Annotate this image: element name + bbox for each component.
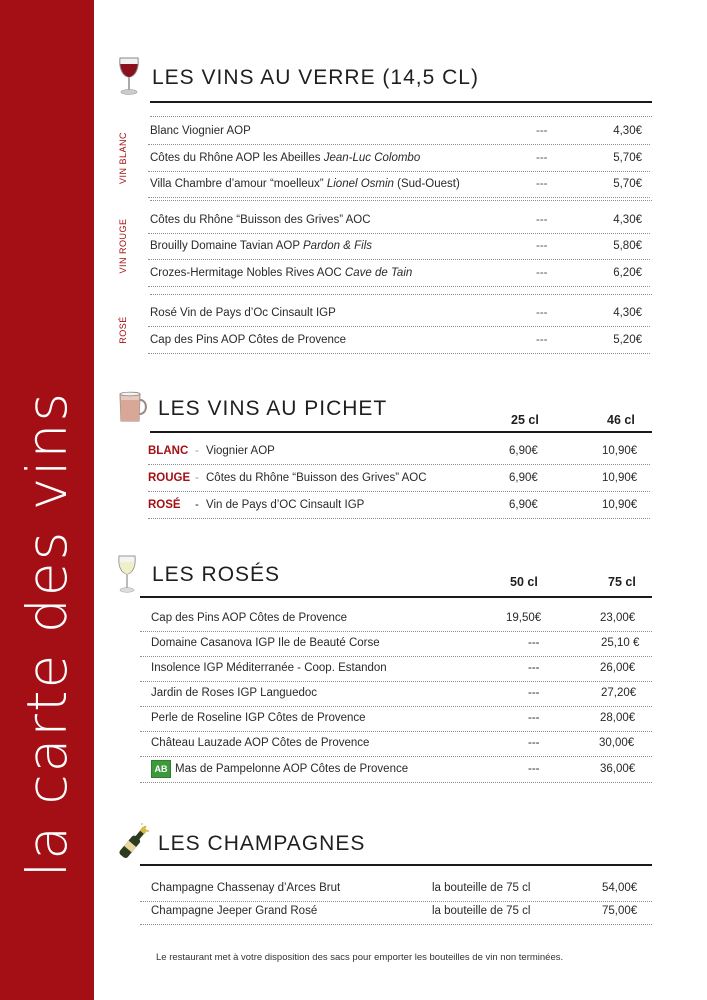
region: (Sud-Ouest): [393, 178, 460, 190]
price-46cl: 10,90€: [602, 499, 638, 511]
organic-badge-icon: AB: [151, 760, 171, 778]
wine-name-text: Villa Chambre d’amour “moelleux”: [150, 178, 327, 190]
wine-name: [151, 760, 408, 778]
price-75cl: 25,10 €: [601, 637, 640, 649]
price-50cl: ---: [528, 662, 540, 674]
group-label-vin-blanc: VIN BLANC: [118, 131, 128, 185]
wine-name: Rosé Vin de Pays d’Oc Cinsault IGP: [150, 307, 336, 319]
price-25cl: 6,90€: [509, 499, 538, 511]
price-75cl: 26,00€: [600, 662, 636, 674]
price: 4,30€: [613, 125, 642, 137]
sidebar-band: [0, 0, 94, 1000]
column-header-46cl: 46 cl: [607, 413, 635, 427]
price: 5,80€: [613, 240, 642, 252]
price-50cl: ---: [528, 637, 540, 649]
divider: [150, 101, 652, 103]
wine-row: [140, 705, 652, 732]
price: 54,00€: [602, 882, 638, 894]
wine-name: [150, 267, 412, 279]
wine-row: [140, 655, 652, 682]
wine-name: [150, 178, 460, 190]
roses-section-title: LES ROSÉS: [152, 563, 281, 586]
price: 4,30€: [613, 214, 642, 226]
champagne-bottle-icon: [115, 822, 151, 864]
menu-title: la carte des vins: [15, 390, 79, 878]
price: 5,70€: [613, 152, 642, 164]
wine-name: Blanc Viognier AOP: [150, 125, 251, 137]
wine-row: [140, 605, 652, 632]
price-50cl: ---: [528, 737, 540, 749]
wine-name-text: Crozes-Hermitage Nobles Rives AOC: [150, 267, 345, 279]
color-label: ROUGE: [148, 472, 191, 484]
dash: ---: [536, 214, 548, 226]
price-46cl: 10,90€: [602, 472, 638, 484]
price: 5,20€: [613, 334, 642, 346]
price-25cl: 6,90€: [509, 472, 538, 484]
wine-name: [150, 152, 420, 164]
wine-name: Vin de Pays d’OC Cinsault IGP: [206, 499, 365, 511]
wine-name: Côtes du Rhône “Buisson des Grives” AOC: [150, 214, 371, 226]
wine-name: Perle de Roseline IGP Côtes de Provence: [151, 712, 366, 724]
wine-name-text: Côtes du Rhône AOP les Abeilles: [150, 152, 324, 164]
divider: [140, 596, 652, 598]
red-wine-glass-icon: [117, 56, 141, 96]
price: 75,00€: [602, 905, 638, 917]
producer: Cave de Tain: [344, 267, 413, 279]
dash: ---: [536, 240, 548, 252]
wine-name: Cap des Pins AOP Côtes de Provence: [150, 334, 347, 346]
wine-name-text: Mas de Pampelonne AOP Côtes de Provence: [175, 763, 409, 776]
price-75cl: 28,00€: [600, 712, 636, 724]
bottle-size: la bouteille de 75 cl: [432, 905, 531, 917]
wine-name: Domaine Casanova IGP Ile de Beauté Corse: [151, 637, 380, 649]
price-75cl: 30,00€: [599, 737, 635, 749]
footer-note: Le restaurant met à votre disposition des sacs pour emporter les bouteilles de vin non terminées.: [156, 952, 564, 963]
producer: Lionel Osmin: [326, 178, 394, 190]
wine-row: [148, 260, 650, 287]
price-25cl: 6,90€: [509, 445, 538, 457]
dash: ---: [536, 267, 548, 279]
pichet-section-title: LES VINS AU PICHET: [158, 397, 388, 420]
wine-row: [148, 465, 650, 492]
price-50cl: 19,50€: [506, 612, 542, 624]
wine-row: [148, 492, 650, 519]
price-50cl: ---: [528, 712, 540, 724]
column-header-25cl: 25 cl: [511, 413, 539, 427]
wine-name: Côtes du Rhône “Buisson des Grives” AOC: [206, 472, 427, 484]
price-50cl: ---: [528, 763, 540, 775]
wine-name: Viognier AOP: [206, 445, 275, 457]
dash: ---: [536, 307, 548, 319]
column-header-50cl: 50 cl: [510, 575, 538, 589]
column-header-75cl: 75 cl: [608, 575, 636, 589]
wine-row: [148, 207, 650, 234]
wine-row: [140, 730, 652, 757]
divider: [150, 116, 652, 117]
wine-row: [140, 630, 652, 657]
wine-name: Champagne Chassenay d’Arces Brut: [151, 882, 341, 894]
price-75cl: 36,00€: [600, 763, 636, 775]
wine-row: [148, 300, 650, 327]
wine-name: [150, 240, 372, 252]
rose-wine-glass-icon: [117, 554, 137, 594]
wine-name: Château Lauzade AOP Côtes de Provence: [151, 737, 370, 749]
divider: [140, 864, 652, 866]
price-75cl: 23,00€: [600, 612, 636, 624]
wine-name: Jardin de Roses IGP Languedoc: [151, 687, 318, 699]
wine-name-text: Brouilly Domaine Tavian AOP: [150, 240, 303, 252]
wine-row: [148, 118, 650, 145]
wine-name: Cap des Pins AOP Côtes de Provence: [151, 612, 348, 624]
dash: ---: [536, 152, 548, 164]
color-label: ROSÉ: [148, 499, 181, 511]
bottle-size: la bouteille de 75 cl: [432, 882, 531, 894]
wine-row: [148, 145, 650, 172]
price: 5,70€: [613, 178, 642, 190]
separator: -: [195, 499, 199, 511]
dash: ---: [536, 334, 548, 346]
price-75cl: 27,20€: [601, 687, 637, 699]
dash: ---: [536, 178, 548, 190]
group-label-vin-rouge: VIN ROUGE: [118, 218, 128, 274]
divider: [150, 294, 652, 295]
color-label: BLANC: [148, 445, 189, 457]
producer: Jean-Luc Colombo: [323, 152, 421, 164]
price-46cl: 10,90€: [602, 445, 638, 457]
wine-row: [148, 233, 650, 260]
divider: [150, 200, 652, 201]
wine-row: [148, 171, 650, 198]
wine-row: [140, 756, 652, 783]
verre-section-title: LES VINS AU VERRE (14,5 CL): [152, 66, 479, 89]
wine-name: Champagne Jeeper Grand Rosé: [151, 905, 318, 917]
price-50cl: ---: [528, 687, 540, 699]
divider: [150, 431, 652, 433]
wine-row: [148, 438, 650, 465]
wine-row: [140, 898, 652, 925]
separator: -: [195, 445, 199, 457]
price: 6,20€: [613, 267, 642, 279]
pitcher-icon: [116, 390, 150, 424]
separator: -: [195, 472, 199, 484]
wine-name: Insolence IGP Méditerranée - Coop. Estandon: [151, 662, 387, 674]
wine-row: [140, 680, 652, 707]
wine-row: [148, 327, 650, 354]
champagnes-section-title: LES CHAMPAGNES: [158, 832, 366, 855]
dash: ---: [536, 125, 548, 137]
price: 4,30€: [613, 307, 642, 319]
producer: Pardon & Fils: [303, 240, 373, 252]
group-label-rose: ROSÉ: [118, 316, 128, 344]
